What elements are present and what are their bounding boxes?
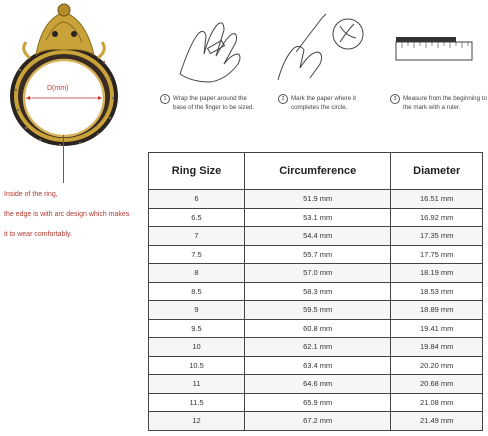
step-number: 3: [390, 94, 400, 104]
cell-circumference: 65.9 mm: [245, 393, 391, 412]
cell-diameter: 16.51 mm: [391, 190, 483, 209]
cell-circumference: 58.3 mm: [245, 282, 391, 301]
cell-circumference: 60.8 mm: [245, 319, 391, 338]
header-circumference: Circumference: [245, 153, 391, 190]
note-line-3: it to wear comfortably.: [4, 231, 72, 238]
cell-diameter: 17.35 mm: [391, 227, 483, 246]
cell-circumference: 59.5 mm: [245, 301, 391, 320]
cell-diameter: 18.19 mm: [391, 264, 483, 283]
cell-ring-size: 10.5: [149, 356, 245, 375]
table-row: [149, 319, 483, 338]
cell-ring-size: 7.5: [149, 245, 245, 264]
table-row: [149, 412, 483, 431]
table-row: [149, 208, 483, 227]
table-row: [149, 375, 483, 394]
pointer-line: [63, 135, 64, 183]
cell-ring-size: 11: [149, 375, 245, 394]
step-text: Mark the paper where it completes the circle.: [291, 95, 356, 111]
mark-paper-illustration: [270, 12, 365, 87]
step-2: [278, 94, 378, 112]
cell-diameter: 18.89 mm: [391, 301, 483, 320]
step-1: [160, 94, 260, 112]
table-row: [149, 338, 483, 357]
table-row: [149, 301, 483, 320]
step-3: [390, 94, 488, 112]
step-text: Measure from the beginning to the mark with a ruler.: [403, 95, 487, 111]
cell-circumference: 62.1 mm: [245, 338, 391, 357]
cell-ring-size: 8.5: [149, 282, 245, 301]
cell-ring-size: 6.5: [149, 208, 245, 227]
ruler-illustration: [392, 36, 478, 70]
ring-size-table: [148, 152, 483, 431]
table-row: [149, 190, 483, 209]
table-row: [149, 356, 483, 375]
cell-diameter: 19.41 mm: [391, 319, 483, 338]
table-row: [149, 245, 483, 264]
cell-circumference: 57.0 mm: [245, 264, 391, 283]
cell-ring-size: 9.5: [149, 319, 245, 338]
cell-diameter: 20.68 mm: [391, 375, 483, 394]
cell-diameter: 19.84 mm: [391, 338, 483, 357]
table-row: [149, 264, 483, 283]
cell-diameter: 17.75 mm: [391, 245, 483, 264]
note-line-1: Inside of the ring,: [4, 191, 58, 198]
step-number: 1: [160, 94, 170, 104]
diameter-label: D(mm): [47, 85, 69, 92]
header-ring-size: Ring Size: [149, 153, 245, 190]
cell-diameter: 18.53 mm: [391, 282, 483, 301]
cell-circumference: 54.4 mm: [245, 227, 391, 246]
cell-circumference: 67.2 mm: [245, 412, 391, 431]
header-diameter: Diameter: [391, 153, 483, 190]
cell-ring-size: 12: [149, 412, 245, 431]
cell-circumference: 51.9 mm: [245, 190, 391, 209]
cell-ring-size: 7: [149, 227, 245, 246]
cell-diameter: 16.92 mm: [391, 208, 483, 227]
cell-circumference: 64.6 mm: [245, 375, 391, 394]
cell-ring-size: 6: [149, 190, 245, 209]
cell-ring-size: 11.5: [149, 393, 245, 412]
table-header-row: [149, 153, 483, 190]
step-number: 2: [278, 94, 288, 104]
cell-circumference: 63.4 mm: [245, 356, 391, 375]
note-line-2: the edge is with arc design which makes: [4, 211, 130, 218]
table-row: [149, 282, 483, 301]
hand-wrap-illustration: [170, 14, 250, 84]
ring-photo: [0, 0, 135, 148]
cell-circumference: 55.7 mm: [245, 245, 391, 264]
table-row: [149, 227, 483, 246]
step-text: Wrap the paper around the base of the finger to be sized.: [173, 95, 255, 111]
cell-circumference: 53.1 mm: [245, 208, 391, 227]
cell-ring-size: 10: [149, 338, 245, 357]
cell-diameter: 20.20 mm: [391, 356, 483, 375]
cell-diameter: 21.08 mm: [391, 393, 483, 412]
table-row: [149, 393, 483, 412]
cell-ring-size: 9: [149, 301, 245, 320]
cell-diameter: 21.49 mm: [391, 412, 483, 431]
cell-ring-size: 8: [149, 264, 245, 283]
